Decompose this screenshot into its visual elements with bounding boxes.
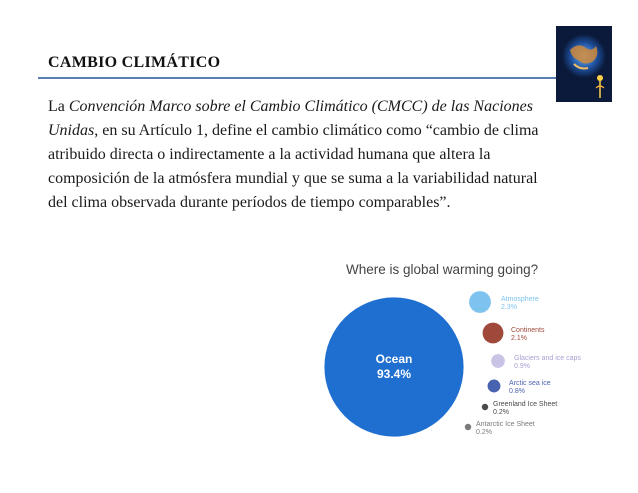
definition-paragraph <box>48 95 548 215</box>
legend-value-continents: 2.1% <box>511 335 527 342</box>
legend-value-atmosphere: 2.3% <box>501 304 517 311</box>
bubble-label-ocean: Ocean <box>375 352 413 366</box>
paragraph-definition: , en su Artículo 1, define el cambio climático como “cambio de clima atribuido directa o indirectamente a la actividad humana que altera la composición de la atmósfera mundial y que se suma a la variabilidad natural del clima observada durante períodos de tiempo comparables”. <box>48 122 539 211</box>
bubble-value-ocean: 93.4% <box>376 367 412 381</box>
chart-title: Where is global warming going? <box>346 262 539 277</box>
legend-name-continents: Continents <box>511 327 545 334</box>
bubble-glaciers-and-ice-caps <box>491 354 505 368</box>
earth-globe-icon <box>556 26 612 102</box>
global-warming-chart <box>318 255 598 455</box>
legend-value-arctic-sea-ice: 0.8% <box>509 388 525 395</box>
legend-value-antarctic-ice-sheet: 0.2% <box>476 429 492 436</box>
legend-name-glaciers-and-ice-caps: Glaciers and ice caps <box>514 355 581 362</box>
bubble-continents <box>483 323 504 344</box>
title-divider <box>38 77 562 79</box>
legend-name-greenland-ice-sheet: Greenland Ice Sheet <box>493 401 558 408</box>
bubble-arctic-sea-ice <box>488 380 501 393</box>
legend-name-arctic-sea-ice: Arctic sea ice <box>509 380 551 387</box>
bubble-chart <box>318 255 598 455</box>
legend-name-antarctic-ice-sheet: Antarctic Ice Sheet <box>476 421 535 428</box>
earth-globe-image <box>556 26 612 102</box>
legend-name-atmosphere: Atmosphere <box>501 296 539 303</box>
slide-title: CAMBIO CLIMÁTICO <box>48 54 221 71</box>
paragraph-intro: La <box>48 98 69 115</box>
bubble-greenland-ice-sheet <box>482 404 488 410</box>
legend-value-glaciers-and-ice-caps: 0.9% <box>514 363 530 370</box>
bubble-antarctic-ice-sheet <box>465 424 471 430</box>
bubble-atmosphere <box>469 291 491 313</box>
convention-name: Convención Marco sobre el Cambio Climático (CMCC) de las Naciones Unidas <box>48 98 533 139</box>
legend-value-greenland-ice-sheet: 0.2% <box>493 409 509 416</box>
